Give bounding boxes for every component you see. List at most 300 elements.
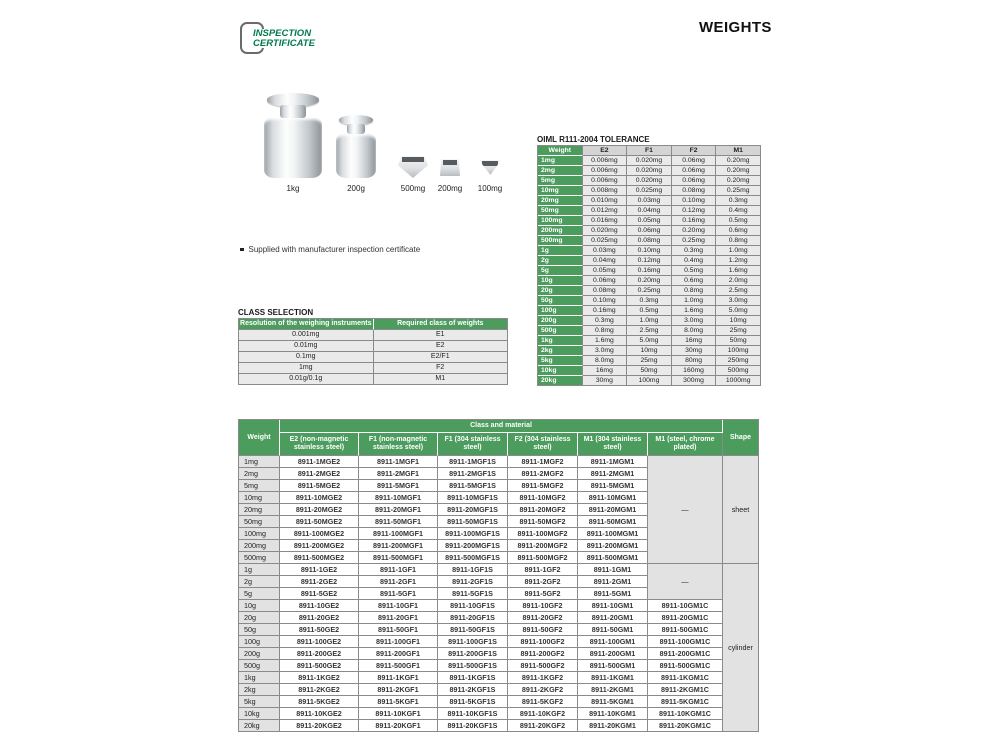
class-cell: 0.1mg xyxy=(239,352,374,363)
tolerance-cell: 0.020mg xyxy=(627,166,672,176)
tolerance-weight-cell: 200g xyxy=(538,316,583,326)
product-code-cell: 8911-200GE2 xyxy=(280,648,359,660)
class-row xyxy=(239,352,508,363)
bullet-icon xyxy=(240,248,244,252)
product-row xyxy=(239,636,759,648)
product-col-header: M1 (steel, chrome plated) xyxy=(648,433,723,456)
product-code-cell: 8911-100GM1 xyxy=(578,636,648,648)
tolerance-cell: 1.0mg xyxy=(672,296,717,306)
tolerance-cell: 0.4mg xyxy=(716,206,761,216)
class-header-cell: Required class of weights xyxy=(374,319,509,330)
tolerance-weight-cell: 5g xyxy=(538,266,583,276)
tolerance-cell: 0.06mg xyxy=(672,176,717,186)
tolerance-cell: 3.0mg xyxy=(583,346,628,356)
product-code-cell: 8911-2GM1 xyxy=(578,576,648,588)
logo-line1: INSPECTION xyxy=(253,28,312,39)
product-code-cell: 8911-200GF1S xyxy=(438,648,508,660)
tolerance-cell: 0.020mg xyxy=(627,156,672,166)
certificate-note xyxy=(240,245,420,254)
product-table xyxy=(238,419,759,732)
tolerance-cell: 1.6mg xyxy=(583,336,628,346)
tolerance-cell: 0.5mg xyxy=(627,306,672,316)
tolerance-weight-cell: 10mg xyxy=(538,186,583,196)
tolerance-cell: 0.08mg xyxy=(672,186,717,196)
product-weight-cell: 10kg xyxy=(239,708,280,720)
product-code-cell: 8911-1KGM1 xyxy=(578,672,648,684)
product-code-cell: 8911-2KGM1 xyxy=(578,684,648,696)
tolerance-weight-cell: 1g xyxy=(538,246,583,256)
product-code-cell: 8911-100GF1 xyxy=(359,636,438,648)
product-code-cell: 8911-10KGE2 xyxy=(280,708,359,720)
product-code-cell: 8911-1MGE2 xyxy=(280,456,359,468)
tolerance-cell: 250mg xyxy=(716,356,761,366)
weight-figure-500mg xyxy=(391,156,435,193)
product-code-cell: 8911-20GM1C xyxy=(648,612,723,624)
tolerance-cell: 30mg xyxy=(672,346,717,356)
product-code-cell: 8911-1KGF1S xyxy=(438,672,508,684)
tolerance-cell: 0.3mg xyxy=(672,246,717,256)
product-shape-header: Shape xyxy=(723,420,759,456)
tolerance-row xyxy=(538,366,761,376)
product-code-cell: 8911-5KGE2 xyxy=(280,696,359,708)
product-code-cell: 8911-2KGE2 xyxy=(280,684,359,696)
tolerance-cell: 0.010mg xyxy=(583,196,628,206)
class-row xyxy=(239,374,508,385)
product-weight-cell: 500g xyxy=(239,660,280,672)
product-code-cell: 8911-500GF1S xyxy=(438,660,508,672)
tolerance-cell: 0.025mg xyxy=(627,186,672,196)
product-code-cell: 8911-1KGF1 xyxy=(359,672,438,684)
product-code-cell: 8911-20GF1 xyxy=(359,612,438,624)
product-code-cell: 8911-10KGF1S xyxy=(438,708,508,720)
product-code-cell: 8911-10GM1 xyxy=(578,600,648,612)
tolerance-cell: 0.10mg xyxy=(672,196,717,206)
weight-label: 500mg xyxy=(400,184,426,193)
product-code-cell: 8911-100MGF2 xyxy=(508,528,578,540)
product-code-cell: 8911-1GM1 xyxy=(578,564,648,576)
product-code-cell: 8911-50MGF1 xyxy=(359,516,438,528)
product-weight-cell: 1mg xyxy=(239,456,280,468)
class-row xyxy=(239,341,508,352)
product-code-cell: 8911-20KGM1C xyxy=(648,720,723,732)
tolerance-row xyxy=(538,376,761,386)
tolerance-row xyxy=(538,176,761,186)
weight-figure-200mg xyxy=(431,159,469,193)
product-code-cell: 8911-2KGF1 xyxy=(359,684,438,696)
product-code-cell: 8911-500GM1C xyxy=(648,660,723,672)
tolerance-cell: 0.05mg xyxy=(583,266,628,276)
product-code-cell: 8911-100GF1S xyxy=(438,636,508,648)
weight-figure-200g xyxy=(332,115,380,193)
tolerance-header-cell: F2 xyxy=(672,146,717,156)
tolerance-cell: 0.6mg xyxy=(716,226,761,236)
tolerance-cell: 0.4mg xyxy=(672,256,717,266)
class-selection-title: CLASS SELECTION xyxy=(238,308,314,317)
tolerance-cell: 2.5mg xyxy=(627,326,672,336)
tolerance-cell: 0.04mg xyxy=(583,256,628,266)
product-code-cell: 8911-2KGF2 xyxy=(508,684,578,696)
product-code-cell: 8911-20GE2 xyxy=(280,612,359,624)
product-code-cell: 8911-2MGM1 xyxy=(578,468,648,480)
inspection-certificate-logo xyxy=(240,20,350,56)
tolerance-weight-cell: 2mg xyxy=(538,166,583,176)
product-weight-cell: 2kg xyxy=(239,684,280,696)
product-code-cell: 8911-50GF1 xyxy=(359,624,438,636)
tolerance-row xyxy=(538,256,761,266)
product-code-cell: 8911-10MGF1 xyxy=(359,492,438,504)
product-row xyxy=(239,612,759,624)
tolerance-cell: 0.008mg xyxy=(583,186,628,196)
tolerance-row xyxy=(538,246,761,256)
weight-label: 200mg xyxy=(437,184,463,193)
product-code-cell: 8911-500GF2 xyxy=(508,660,578,672)
tolerance-row xyxy=(538,296,761,306)
product-code-cell: 8911-20MGF2 xyxy=(508,504,578,516)
product-shape-merged-cell: sheet xyxy=(723,456,759,564)
weight-sheet xyxy=(479,160,501,175)
product-code-cell: 8911-50GF2 xyxy=(508,624,578,636)
tolerance-row xyxy=(538,206,761,216)
tolerance-cell: 0.08mg xyxy=(627,236,672,246)
product-code-cell: 8911-20GF2 xyxy=(508,612,578,624)
class-cell: 0.001mg xyxy=(239,330,374,341)
product-code-cell: 8911-1GE2 xyxy=(280,564,359,576)
tolerance-cell: 0.5mg xyxy=(716,216,761,226)
tolerance-row xyxy=(538,356,761,366)
tolerance-cell: 80mg xyxy=(672,356,717,366)
class-row xyxy=(239,363,508,374)
tolerance-header-row xyxy=(538,146,761,156)
tolerance-weight-cell: 20mg xyxy=(538,196,583,206)
product-code-cell: 8911-5GF1S xyxy=(438,588,508,600)
product-code-cell: 8911-50MGF1S xyxy=(438,516,508,528)
tolerance-cell: 0.016mg xyxy=(583,216,628,226)
tolerance-weight-cell: 100g xyxy=(538,306,583,316)
tolerance-cell: 0.006mg xyxy=(583,156,628,166)
product-row xyxy=(239,564,759,576)
tolerance-cell: 0.25mg xyxy=(627,286,672,296)
product-shape-merged-cell: cylinder xyxy=(723,564,759,732)
product-code-cell: 8911-50GF1S xyxy=(438,624,508,636)
tolerance-cell: 2.0mg xyxy=(716,276,761,286)
tolerance-cell: 1.0mg xyxy=(627,316,672,326)
tolerance-header-cell: E2 xyxy=(583,146,628,156)
sheet-tab xyxy=(402,157,424,162)
tolerance-row xyxy=(538,166,761,176)
product-code-cell: 8911-1GF1 xyxy=(359,564,438,576)
tolerance-weight-cell: 20g xyxy=(538,286,583,296)
tolerance-cell: 0.06mg xyxy=(583,276,628,286)
weight-sheet xyxy=(440,159,460,176)
class-cell: F2 xyxy=(374,363,509,374)
product-code-cell: 8911-100MGF1 xyxy=(359,528,438,540)
tolerance-cell: 16mg xyxy=(583,366,628,376)
tolerance-weight-cell: 5kg xyxy=(538,356,583,366)
product-col-header: M1 (304 stainless steel) xyxy=(578,433,648,456)
product-col-header: F1 (304 stainless steel) xyxy=(438,433,508,456)
weight-label: 200g xyxy=(347,184,365,193)
product-code-cell: 8911-500MGF1S xyxy=(438,552,508,564)
tolerance-cell: 50mg xyxy=(716,336,761,346)
tolerance-row xyxy=(538,346,761,356)
tolerance-weight-cell: 5mg xyxy=(538,176,583,186)
tolerance-cell: 25mg xyxy=(716,326,761,336)
logo-text xyxy=(252,29,316,48)
product-code-cell: 8911-1MGF1S xyxy=(438,456,508,468)
product-code-cell: 8911-200GF2 xyxy=(508,648,578,660)
tolerance-cell: 0.12mg xyxy=(627,256,672,266)
sheet-tab xyxy=(482,161,498,166)
class-selection-table xyxy=(238,318,508,385)
tolerance-weight-cell: 10g xyxy=(538,276,583,286)
tolerance-header-cell: Weight xyxy=(538,146,583,156)
product-code-cell: 8911-20KGF2 xyxy=(508,720,578,732)
tolerance-cell: 0.20mg xyxy=(627,276,672,286)
product-code-cell: 8911-10KGM1C xyxy=(648,708,723,720)
tolerance-row xyxy=(538,286,761,296)
weight-figure-1kg xyxy=(262,93,324,193)
tolerance-cell: 10mg xyxy=(716,316,761,326)
product-row xyxy=(239,600,759,612)
tolerance-row xyxy=(538,236,761,246)
product-code-cell: 8911-2MGF1S xyxy=(438,468,508,480)
tolerance-cell: 8.0mg xyxy=(672,326,717,336)
tolerance-row xyxy=(538,196,761,206)
product-code-cell: 8911-5MGE2 xyxy=(280,480,359,492)
class-cell: 1mg xyxy=(239,363,374,374)
tolerance-cell: 50mg xyxy=(627,366,672,376)
product-code-cell: 8911-20KGF1S xyxy=(438,720,508,732)
product-code-cell: 8911-20GF1S xyxy=(438,612,508,624)
tolerance-body xyxy=(538,156,761,386)
tolerance-header-cell: M1 xyxy=(716,146,761,156)
tolerance-weight-cell: 50g xyxy=(538,296,583,306)
tolerance-row xyxy=(538,326,761,336)
tolerance-weight-cell: 2g xyxy=(538,256,583,266)
product-col-header: F1 (non-magnetic stainless steel) xyxy=(359,433,438,456)
product-code-cell: 8911-2MGE2 xyxy=(280,468,359,480)
product-weight-cell: 500mg xyxy=(239,552,280,564)
product-code-cell: 8911-500GF1 xyxy=(359,660,438,672)
tolerance-row xyxy=(538,316,761,326)
product-code-cell: 8911-100MGE2 xyxy=(280,528,359,540)
product-weight-cell: 2mg xyxy=(239,468,280,480)
class-header-row xyxy=(239,319,508,330)
product-weight-cell: 200mg xyxy=(239,540,280,552)
tolerance-cell: 0.16mg xyxy=(627,266,672,276)
product-weight-cell: 100g xyxy=(239,636,280,648)
product-code-cell: 8911-5KGM1 xyxy=(578,696,648,708)
tolerance-cell: 0.20mg xyxy=(716,156,761,166)
tolerance-row xyxy=(538,226,761,236)
product-code-cell: 8911-50MGF2 xyxy=(508,516,578,528)
product-code-cell: 8911-50GE2 xyxy=(280,624,359,636)
tolerance-cell: 0.12mg xyxy=(672,206,717,216)
class-cell: E1 xyxy=(374,330,509,341)
tolerance-cell: 0.6mg xyxy=(672,276,717,286)
product-code-cell: 8911-5GF1 xyxy=(359,588,438,600)
product-weight-cell: 5g xyxy=(239,588,280,600)
tolerance-weight-cell: 500mg xyxy=(538,236,583,246)
product-code-cell: 8911-1MGM1 xyxy=(578,456,648,468)
product-group-header: Class and material xyxy=(280,420,723,433)
product-code-cell: 8911-10GM1C xyxy=(648,600,723,612)
product-code-cell: 8911-100GE2 xyxy=(280,636,359,648)
product-code-cell: 8911-10GF2 xyxy=(508,600,578,612)
tolerance-cell: 3.0mg xyxy=(672,316,717,326)
product-weight-cell: 20kg xyxy=(239,720,280,732)
product-code-cell: 8911-20MGE2 xyxy=(280,504,359,516)
tolerance-cell: 1.6mg xyxy=(672,306,717,316)
weight-figure-100mg xyxy=(471,160,509,193)
tolerance-cell: 1.2mg xyxy=(716,256,761,266)
tolerance-cell: 3.0mg xyxy=(716,296,761,306)
tolerance-cell: 0.20mg xyxy=(672,226,717,236)
tolerance-cell: 0.8mg xyxy=(716,236,761,246)
product-code-cell: 8911-200MGE2 xyxy=(280,540,359,552)
product-weight-cell: 1kg xyxy=(239,672,280,684)
product-code-cell: 8911-2KGF1S xyxy=(438,684,508,696)
product-weight-cell: 2g xyxy=(239,576,280,588)
tolerance-cell: 100mg xyxy=(627,376,672,386)
product-code-cell: 8911-20KGF1 xyxy=(359,720,438,732)
product-row xyxy=(239,708,759,720)
tolerance-cell: 0.006mg xyxy=(583,166,628,176)
product-code-cell: 8911-5MGM1 xyxy=(578,480,648,492)
product-code-cell: 8911-500GM1 xyxy=(578,660,648,672)
tolerance-cell: 0.10mg xyxy=(627,246,672,256)
product-code-cell: 8911-200MGF2 xyxy=(508,540,578,552)
tolerance-cell: 0.20mg xyxy=(716,176,761,186)
product-code-cell: 8911-5MGF2 xyxy=(508,480,578,492)
product-code-cell: 8911-5KGF2 xyxy=(508,696,578,708)
product-code-cell: 8911-5KGF1 xyxy=(359,696,438,708)
product-code-cell: 8911-500MGM1 xyxy=(578,552,648,564)
product-row xyxy=(239,660,759,672)
product-head xyxy=(239,420,759,456)
product-code-cell: 8911-1GF2 xyxy=(508,564,578,576)
tolerance-cell: 0.20mg xyxy=(716,166,761,176)
product-code-cell: 8911-50MGM1 xyxy=(578,516,648,528)
tolerance-cell: 16mg xyxy=(672,336,717,346)
product-code-cell: 8911-500GE2 xyxy=(280,660,359,672)
tolerance-weight-cell: 100mg xyxy=(538,216,583,226)
product-weight-header: Weight xyxy=(239,420,280,456)
product-subheader-row xyxy=(239,433,759,456)
tolerance-cell: 0.06mg xyxy=(672,156,717,166)
tolerance-weight-cell: 1kg xyxy=(538,336,583,346)
class-cell: M1 xyxy=(374,374,509,385)
product-code-cell: 8911-5MGF1S xyxy=(438,480,508,492)
product-code-cell: 8911-5MGF1 xyxy=(359,480,438,492)
product-code-cell: 8911-10GF1 xyxy=(359,600,438,612)
product-code-cell: 8911-1MGF2 xyxy=(508,456,578,468)
product-code-cell: 8911-5KGM1C xyxy=(648,696,723,708)
product-weight-cell: 100mg xyxy=(239,528,280,540)
tolerance-row xyxy=(538,266,761,276)
product-code-cell: 8911-2MGF2 xyxy=(508,468,578,480)
tolerance-row xyxy=(538,306,761,316)
product-code-cell: 8911-20MGF1 xyxy=(359,504,438,516)
product-code-cell: 8911-10MGM1 xyxy=(578,492,648,504)
product-code-cell: 8911-1KGM1C xyxy=(648,672,723,684)
tolerance-cell: 0.020mg xyxy=(583,226,628,236)
product-row xyxy=(239,624,759,636)
tolerance-cell: 25mg xyxy=(627,356,672,366)
tolerance-weight-cell: 2kg xyxy=(538,346,583,356)
tolerance-weight-cell: 50mg xyxy=(538,206,583,216)
product-code-cell: 8911-20KGE2 xyxy=(280,720,359,732)
product-row xyxy=(239,684,759,696)
tolerance-cell: 0.25mg xyxy=(672,236,717,246)
class-cell: 0.01mg xyxy=(239,341,374,352)
tolerance-cell: 0.006mg xyxy=(583,176,628,186)
product-code-cell: 8911-10GE2 xyxy=(280,600,359,612)
product-weight-cell: 10mg xyxy=(239,492,280,504)
product-code-cell: 8911-10MGF1S xyxy=(438,492,508,504)
product-code-cell: 8911-200MGF1 xyxy=(359,540,438,552)
weight-sheet xyxy=(398,156,428,178)
tolerance-cell: 8.0mg xyxy=(583,356,628,366)
page-title: WEIGHTS xyxy=(699,19,772,36)
product-code-cell: 8911-20MGF1S xyxy=(438,504,508,516)
tolerance-cell: 0.08mg xyxy=(583,286,628,296)
tolerance-cell: 0.012mg xyxy=(583,206,628,216)
tolerance-cell: 0.16mg xyxy=(583,306,628,316)
product-weight-cell: 20g xyxy=(239,612,280,624)
class-row xyxy=(239,330,508,341)
product-weight-cell: 10g xyxy=(239,600,280,612)
product-row xyxy=(239,720,759,732)
product-code-cell: 8911-100MGF1S xyxy=(438,528,508,540)
product-weight-cell: 50g xyxy=(239,624,280,636)
tolerance-cell: 0.8mg xyxy=(583,326,628,336)
tolerance-cell: 1.6mg xyxy=(716,266,761,276)
tolerance-cell: 0.03mg xyxy=(627,196,672,206)
product-code-cell: 8911-50GM1 xyxy=(578,624,648,636)
tolerance-cell: 0.03mg xyxy=(583,246,628,256)
product-code-cell: 8911-1MGF1 xyxy=(359,456,438,468)
product-code-cell: 8911-2MGF1 xyxy=(359,468,438,480)
product-code-cell: 8911-2GE2 xyxy=(280,576,359,588)
tolerance-cell: 0.3mg xyxy=(583,316,628,326)
product-code-cell: 8911-1KGE2 xyxy=(280,672,359,684)
product-code-cell: 8911-200MGF1S xyxy=(438,540,508,552)
tolerance-cell: 0.25mg xyxy=(716,186,761,196)
product-code-cell: 8911-50MGE2 xyxy=(280,516,359,528)
tolerance-row xyxy=(538,156,761,166)
product-code-cell: 8911-100GM1C xyxy=(648,636,723,648)
weight-body xyxy=(264,118,322,178)
tolerance-header-cell: F1 xyxy=(627,146,672,156)
product-code-cell: 8911-500MGF1 xyxy=(359,552,438,564)
tolerance-cell: 0.06mg xyxy=(672,166,717,176)
tolerance-cell: 0.05mg xyxy=(627,216,672,226)
product-code-cell: 8911-20MGM1 xyxy=(578,504,648,516)
product-code-cell: 8911-200GM1C xyxy=(648,648,723,660)
tolerance-row xyxy=(538,276,761,286)
class-cell: 0.01g/0.1g xyxy=(239,374,374,385)
tolerance-cell: 160mg xyxy=(672,366,717,376)
product-row xyxy=(239,648,759,660)
tolerance-cell: 0.3mg xyxy=(627,296,672,306)
tolerance-cell: 10mg xyxy=(627,346,672,356)
product-row xyxy=(239,456,759,468)
tolerance-cell: 2.5mg xyxy=(716,286,761,296)
tolerance-weight-cell: 500g xyxy=(538,326,583,336)
product-m1c-merged-cell: — xyxy=(648,456,723,564)
product-code-cell: 8911-100MGM1 xyxy=(578,528,648,540)
